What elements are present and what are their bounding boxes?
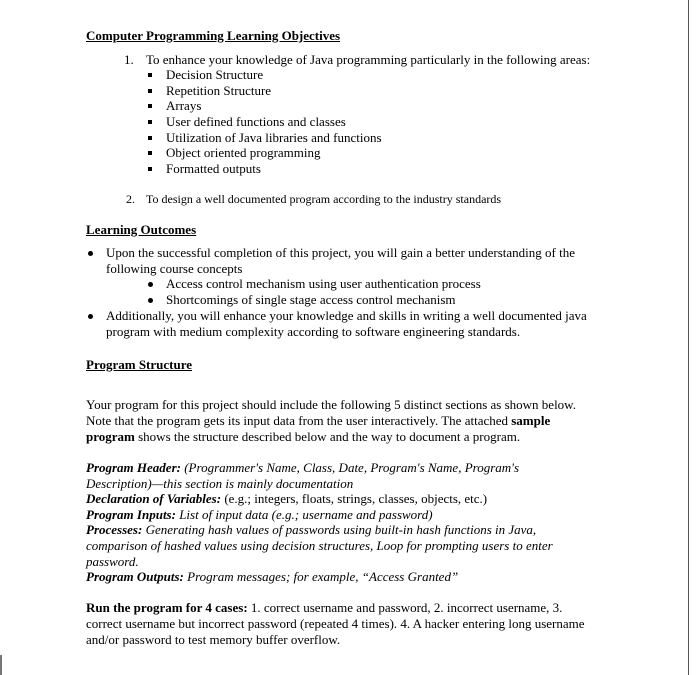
square-bullet-icon <box>148 151 152 155</box>
declaration-of-variables: Declaration of Variables: (e.g.; integers, floats, strings, classes, objects, etc.) <box>86 491 488 506</box>
left-edge-mark <box>0 655 2 675</box>
processes-line-3: password. <box>86 554 139 569</box>
area-item: Arrays <box>166 98 202 113</box>
intro-line-1: Your program for this project should include the following 5 distinct sections as shown below. <box>86 397 576 412</box>
area-item: Decision Structure <box>166 67 264 82</box>
outcomes-heading: Learning Outcomes <box>86 222 197 237</box>
square-bullet-icon <box>148 136 152 140</box>
processes-line-2: comparison of hashed values using decision structures, Loop for prompting users to enter <box>86 538 553 553</box>
program-header-line-1: Program Header: (Programmer's Name, Class, Date, Program's Name, Program's <box>86 460 520 475</box>
page-edge-rule <box>688 0 689 675</box>
outcome-1-line-1: Upon the successful completion of this project, you will gain a better understanding of the <box>106 245 575 260</box>
outcome-concept-item: Access control mechanism using user authentication process <box>166 276 481 291</box>
square-bullet-icon <box>148 104 152 108</box>
program-inputs: Program Inputs: List of input data (e.g.; username and password) <box>86 507 433 522</box>
area-item: Formatted outputs <box>166 161 261 176</box>
objectives-heading: Computer Programming Learning Objectives <box>86 28 341 43</box>
area-item: User defined functions and classes <box>166 114 346 129</box>
run-cases-line-1: Run the program for 4 cases: 1. correct username and password, 2. incorrect username, 3. <box>86 600 563 615</box>
round-bullet-icon <box>148 282 153 287</box>
round-bullet-icon <box>148 298 153 303</box>
area-item: Utilization of Java libraries and functions <box>166 130 382 145</box>
outcome-concept-item: Shortcomings of single stage access control mechanism <box>166 292 456 307</box>
objective-1-number: 1. <box>124 52 134 67</box>
program-header-line-2: Description)—this section is mainly documentation <box>86 476 354 491</box>
outcome-2-line-1: Additionally, you will enhance your knowledge and skills in writing a well documented java <box>106 308 587 323</box>
processes-line-1: Processes: Generating hash values of passwords using built-in hash functions in Java, <box>86 522 537 537</box>
square-bullet-icon <box>148 89 152 93</box>
round-bullet-icon <box>88 314 93 319</box>
round-bullet-icon <box>88 251 93 256</box>
square-bullet-icon <box>148 120 152 124</box>
run-cases-line-3: and/or password to test memory buffer overflow. <box>86 632 341 647</box>
objective-2-text: To design a well documented program according to the industry standards <box>146 192 502 206</box>
objective-1-text: To enhance your knowledge of Java programming particularly in the following areas: <box>146 52 591 67</box>
outcome-2-line-2: program with medium complexity according to software engineering standards. <box>106 324 521 339</box>
square-bullet-icon <box>148 167 152 171</box>
area-item: Repetition Structure <box>166 83 272 98</box>
intro-line-2: Note that the program gets its input data from the user interactively. The attached sample <box>86 413 551 428</box>
area-item: Object oriented programming <box>166 145 321 160</box>
intro-line-3: program shows the structure described below and the way to document a program. <box>86 429 521 444</box>
objective-2-number: 2. <box>126 192 135 206</box>
program-outputs: Program Outputs: Program messages; for example, “Access Granted” <box>86 569 459 584</box>
outcome-1-line-2: following course concepts <box>106 261 243 276</box>
run-cases-line-2: correct username but incorrect password (repeated 4 times). 4. A hacker entering long username <box>86 616 585 631</box>
square-bullet-icon <box>148 73 152 77</box>
structure-heading: Program Structure <box>86 357 193 372</box>
